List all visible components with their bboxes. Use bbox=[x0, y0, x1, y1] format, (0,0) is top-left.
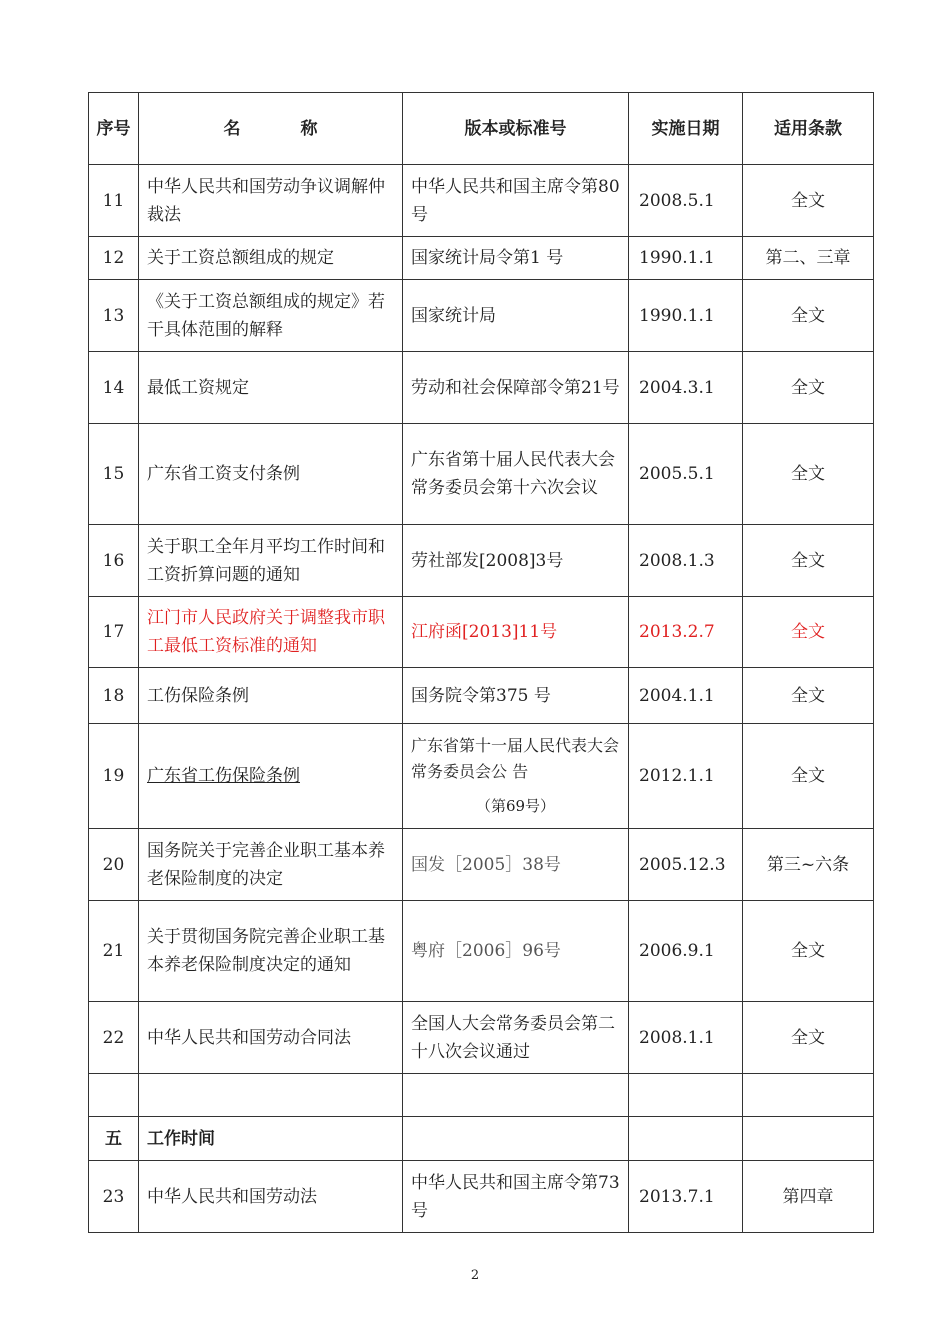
row-num: 17 bbox=[89, 597, 139, 668]
empty-cell bbox=[629, 1117, 743, 1161]
row-name: 江门市人民政府关于调整我市职工最低工资标准的通知 bbox=[139, 597, 403, 668]
row-clause: 全文 bbox=[743, 668, 874, 724]
table-row bbox=[89, 668, 874, 724]
row-num: 19 bbox=[89, 724, 139, 829]
row-name: 关于工资总额组成的规定 bbox=[139, 237, 403, 280]
row-clause: 全文 bbox=[743, 1002, 874, 1074]
row-name: 中华人民共和国劳动合同法 bbox=[139, 1002, 403, 1074]
header-name-part-2: 称 bbox=[300, 118, 318, 139]
table-row bbox=[89, 525, 874, 597]
table-row-highlighted bbox=[89, 597, 874, 668]
table-row-empty bbox=[89, 1074, 874, 1117]
table-row bbox=[89, 1161, 874, 1233]
header-version: 版本或标准号 bbox=[403, 93, 629, 165]
header-clause: 适用条款 bbox=[743, 93, 874, 165]
row-num: 23 bbox=[89, 1161, 139, 1233]
row-version-main: 广东省第十一届人民代表大会常务委员会公 告 bbox=[411, 736, 620, 781]
table-row bbox=[89, 165, 874, 237]
row-version: 中华人民共和国主席令第80号 bbox=[403, 165, 629, 237]
row-date: 2013.2.7 bbox=[629, 597, 743, 668]
row-num: 20 bbox=[89, 829, 139, 901]
row-name bbox=[139, 724, 403, 829]
row-version: 劳社部发[2008]3号 bbox=[403, 525, 629, 597]
row-version: 江府函[2013]11号 bbox=[403, 597, 629, 668]
row-version-sub: （第69号） bbox=[475, 797, 556, 815]
row-name-underlined: 广东省工伤保险条例 bbox=[147, 766, 300, 786]
table-row bbox=[89, 1002, 874, 1074]
row-date: 2004.1.1 bbox=[629, 668, 743, 724]
row-clause: 全文 bbox=[743, 352, 874, 424]
row-num: 18 bbox=[89, 668, 139, 724]
section-num: 五 bbox=[89, 1117, 139, 1161]
row-date: 2008.1.3 bbox=[629, 525, 743, 597]
row-num: 12 bbox=[89, 237, 139, 280]
row-clause: 全文 bbox=[743, 165, 874, 237]
row-name: 《关于工资总额组成的规定》若干具体范围的解释 bbox=[139, 280, 403, 352]
table-row bbox=[89, 280, 874, 352]
row-num: 21 bbox=[89, 901, 139, 1002]
row-num: 14 bbox=[89, 352, 139, 424]
regulations-table bbox=[88, 92, 874, 1233]
empty-cell bbox=[403, 1117, 629, 1161]
row-num: 13 bbox=[89, 280, 139, 352]
header-num: 序号 bbox=[89, 93, 139, 165]
row-version: 全国人大会常务委员会第二十八次会议通过 bbox=[403, 1002, 629, 1074]
row-name: 关于贯彻国务院完善企业职工基本养老保险制度决定的通知 bbox=[139, 901, 403, 1002]
row-name: 中华人民共和国劳动争议调解仲裁法 bbox=[139, 165, 403, 237]
row-date: 2005.5.1 bbox=[629, 424, 743, 525]
row-num: 11 bbox=[89, 165, 139, 237]
table-row bbox=[89, 724, 874, 829]
row-date: 2006.9.1 bbox=[629, 901, 743, 1002]
row-clause: 全文 bbox=[743, 724, 874, 829]
table-header-row bbox=[89, 93, 874, 165]
empty-cell bbox=[89, 1074, 139, 1117]
header-date: 实施日期 bbox=[629, 93, 743, 165]
row-clause: 全文 bbox=[743, 280, 874, 352]
empty-cell bbox=[629, 1074, 743, 1117]
empty-cell bbox=[743, 1074, 874, 1117]
row-version: 国发［2005］38号 bbox=[403, 829, 629, 901]
row-version: 中华人民共和国主席令第73号 bbox=[403, 1161, 629, 1233]
row-clause: 全文 bbox=[743, 424, 874, 525]
section-row bbox=[89, 1117, 874, 1161]
row-date: 2005.12.3 bbox=[629, 829, 743, 901]
row-name: 最低工资规定 bbox=[139, 352, 403, 424]
row-version bbox=[403, 724, 629, 829]
table-row bbox=[89, 352, 874, 424]
row-version: 国家统计局令第1 号 bbox=[403, 237, 629, 280]
row-date: 1990.1.1 bbox=[629, 280, 743, 352]
row-name: 关于职工全年月平均工作时间和工资折算问题的通知 bbox=[139, 525, 403, 597]
row-version: 国家统计局 bbox=[403, 280, 629, 352]
row-clause: 第四章 bbox=[743, 1161, 874, 1233]
row-date: 2012.1.1 bbox=[629, 724, 743, 829]
empty-cell bbox=[139, 1074, 403, 1117]
row-version: 粤府［2006］96号 bbox=[403, 901, 629, 1002]
row-date: 1990.1.1 bbox=[629, 237, 743, 280]
row-name: 工伤保险条例 bbox=[139, 668, 403, 724]
table-row bbox=[89, 424, 874, 525]
table-row bbox=[89, 829, 874, 901]
row-date: 2013.7.1 bbox=[629, 1161, 743, 1233]
header-name-part-1: 名 bbox=[223, 118, 241, 139]
page-number: 2 bbox=[470, 1268, 480, 1283]
header-name bbox=[139, 93, 403, 165]
row-version: 国务院令第375 号 bbox=[403, 668, 629, 724]
empty-cell bbox=[743, 1117, 874, 1161]
row-version: 广东省第十届人民代表大会常务委员会第十六次会议 bbox=[403, 424, 629, 525]
row-num: 22 bbox=[89, 1002, 139, 1074]
empty-cell bbox=[403, 1074, 629, 1117]
row-date: 2004.3.1 bbox=[629, 352, 743, 424]
row-num: 15 bbox=[89, 424, 139, 525]
row-version: 劳动和社会保障部令第21号 bbox=[403, 352, 629, 424]
row-name: 中华人民共和国劳动法 bbox=[139, 1161, 403, 1233]
table-row bbox=[89, 901, 874, 1002]
row-name: 广东省工资支付条例 bbox=[139, 424, 403, 525]
row-date: 2008.5.1 bbox=[629, 165, 743, 237]
row-name: 国务院关于完善企业职工基本养老保险制度的决定 bbox=[139, 829, 403, 901]
row-date: 2008.1.1 bbox=[629, 1002, 743, 1074]
row-clause: 第三~六条 bbox=[743, 829, 874, 901]
section-title: 工作时间 bbox=[139, 1117, 403, 1161]
row-num: 16 bbox=[89, 525, 139, 597]
row-clause: 全文 bbox=[743, 525, 874, 597]
row-clause: 全文 bbox=[743, 901, 874, 1002]
table-row bbox=[89, 237, 874, 280]
row-clause: 第二、三章 bbox=[743, 237, 874, 280]
row-clause: 全文 bbox=[743, 597, 874, 668]
